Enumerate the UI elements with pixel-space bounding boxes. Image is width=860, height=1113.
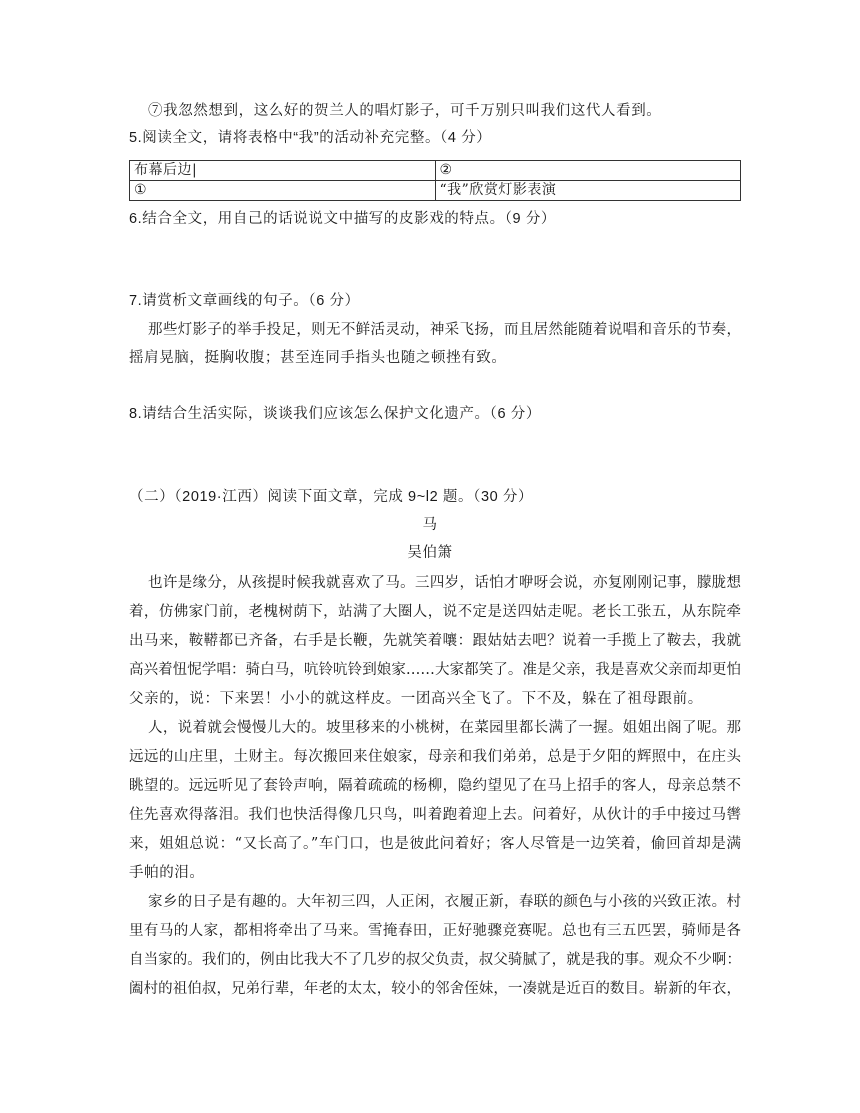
paragraph-line: 来，姐姐总说：“又长高了。”车门口，也是彼此问着好；客人尽管是一边笑着，偷回首却是满 (129, 836, 741, 852)
paragraph-line: 眺望的。远远听见了套铃声响，隔着疏疏的杨柳，隐约望见了在马上招手的客人，母亲总禁不 (129, 778, 741, 794)
paragraph-line: 远远的山庄里，土财主。每次搬回来住娘家，母亲和我们弟弟，总是于夕阳的辉照中，在庄头 (129, 749, 741, 765)
paragraph-line: 家乡的日子是有趣的。大年初三四，人正闲，衣履正新，春联的颜色与小孩的兴致正浓。村 (148, 894, 741, 910)
table-cell: ① (130, 181, 436, 201)
question-5: 5.阅读全文，请将表格中“我”的活动补充完整。（4 分） (129, 130, 492, 146)
table-row (130, 161, 741, 181)
activity-table (129, 160, 741, 201)
q7-quote-line: 摇肩晃脑，挺胸收腹；甚至连同手指头也随之顿挫有致。 (129, 350, 507, 366)
question-7: 7.请赏析文章画线的句子。（6 分） (129, 293, 360, 309)
question-6: 6.结合全文，用自己的话说说文中描写的皮影戏的特点。（9 分） (129, 211, 557, 227)
section-heading: （二）（2019·江西）阅读下面文章，完成 9~l2 题。（30 分） (129, 489, 534, 505)
table-row (130, 181, 741, 201)
paragraph-line: 自当家的。我们的，例由比我大不了几岁的叔父负责，叔父骑腻了，就是我的事。观众不少啊： (129, 952, 741, 968)
paragraph-line: 父亲的，说：下来罢！小小的就这样皮。一团高兴全飞了。下不及，躲在了祖母跟前。 (129, 691, 703, 707)
paragraph-line: 出马来，鞍鞯都已齐备，右手是长鞭，先就笑着嚷：跟姑姑去吧？说着一手揽上了鞍去，我就 (129, 633, 741, 649)
paragraph-line: 住先喜欢得落泪。我们也快活得像几只鸟，叫着跑着迎上去。问着好，从伙计的手中接过马辔 (129, 807, 741, 823)
paragraph-line: 手帕的泪。 (129, 865, 205, 881)
q7-quote-line: 那些灯影子的举手投足，则无不鲜活灵动，神采飞扬，而且居然能随着说唱和音乐的节奏， (148, 322, 741, 338)
passage-line-7: ⑦我忽然想到，这么好的贺兰人的唱灯影子，可千万别只叫我们这代人看到。 (148, 103, 662, 119)
article-author: 吴伯箫 (407, 545, 453, 561)
question-8: 8.请结合生活实际，谈谈我们应该怎么保护文化遗产。（6 分） (129, 406, 541, 422)
paragraph-line: 里有马的人家，都相将牵出了马来。雪掩春田，正好驰骤竞赛呢。总也有三五匹罢，骑师是各 (129, 923, 741, 939)
paragraph-line: 着，仿佛家门前，老槐树荫下，站满了大圈人，说不定是送四姑走呢。老长工张五，从东院牵 (129, 604, 741, 620)
article-title: 马 (422, 517, 438, 533)
paragraph-line: 人，说着就会慢慢儿大的。坡里移来的小桃树，在菜园里都长满了一握。姐姐出阁了呢。那 (148, 720, 741, 736)
table-cell: ② (435, 161, 741, 181)
table-cell: 布幕后边| (130, 161, 436, 181)
paragraph-line: 也许是缘分，从孩提时候我就喜欢了马。三四岁，话怕才咿呀会说，亦复刚刚记事，朦胧想 (148, 575, 741, 591)
paragraph-line: 阖村的祖伯叔，兄弟行辈，年老的太太，较小的邻舍侄妹，一凑就是近百的数目。崭新的年衣， (129, 981, 741, 997)
table-cell: “我”欣赏灯影表演 (435, 181, 741, 201)
paragraph-line: 高兴着忸怩学唱：骑白马，吭铃吭铃到娘家……大家都笑了。准是父亲，我是喜欢父亲而却更怕 (129, 662, 741, 678)
